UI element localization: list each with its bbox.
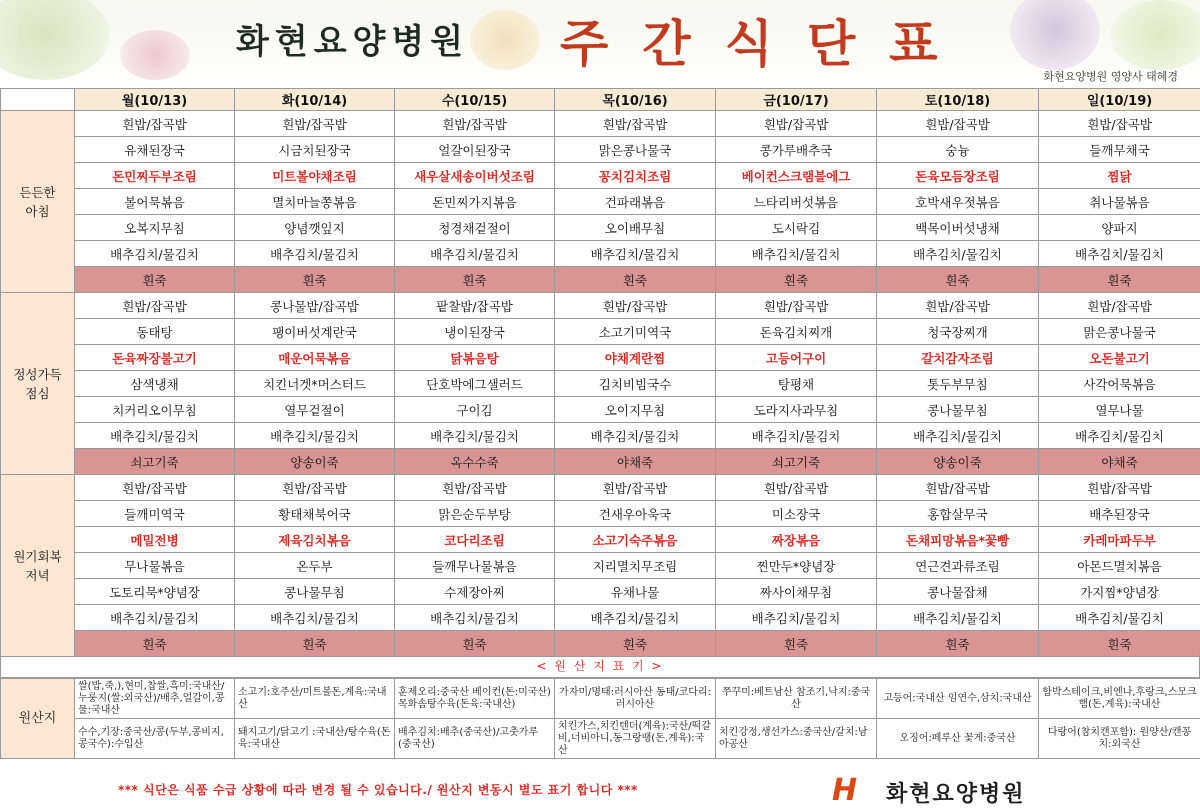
menu-item-cell: 얼갈이된장국	[395, 137, 555, 163]
menu-item-cell: 흰밥/잡곡밥	[395, 475, 555, 501]
menu-item-cell: 오이지무침	[555, 397, 716, 423]
menu-item-cell: 흰밥/잡곡밥	[75, 293, 235, 319]
menu-item-cell: 흰밥/잡곡밥	[235, 475, 395, 501]
menu-item-cell: 배추김치/물김치	[555, 423, 716, 449]
meal-label: 든든한 아침	[1, 111, 75, 293]
main-dish-cell: 오돈불고기	[1039, 345, 1200, 371]
menu-item-cell: 짜사이채무침	[716, 579, 877, 605]
menu-item-cell: 김치비빔국수	[555, 371, 716, 397]
menu-item-cell: 배추김치/물김치	[555, 605, 716, 631]
footer	[0, 759, 1200, 809]
day-header: 수(10/15)	[395, 89, 555, 111]
origin-notice-title: < 원 산 지 표 기 >	[0, 655, 1200, 678]
menu-item-cell: 느타리버섯볶음	[716, 189, 877, 215]
porridge-cell: 쇠고기죽	[716, 449, 877, 475]
porridge-row	[1, 449, 1200, 475]
menu-item-cell: 배추김치/물김치	[235, 605, 395, 631]
origin-cell: 배추김치:배추(중국산)/고춧가루(중국산)	[395, 719, 555, 759]
menu-item-cell: 온두부	[235, 553, 395, 579]
menu-item-cell: 지리멸치무조림	[555, 553, 716, 579]
menu-row	[1, 319, 1200, 345]
menu-item-cell: 치킨너겟*머스터드	[235, 371, 395, 397]
porridge-cell: 흰죽	[1039, 631, 1200, 657]
origin-cell: 치킨가스,치킨텐더(계육):국산/떡갈비,너비아니,동그랑땡(돈,계육):국산	[555, 719, 716, 759]
porridge-cell: 흰죽	[395, 267, 555, 293]
menu-item-cell: 건파래볶음	[555, 189, 716, 215]
porridge-cell: 흰죽	[75, 631, 235, 657]
menu-item-cell: 유채나물	[555, 579, 716, 605]
menu-item-cell: 삼색냉채	[75, 371, 235, 397]
main-dish-cell: 소고기숙주볶음	[555, 527, 716, 553]
main-dish-cell: 미트볼야채조림	[235, 163, 395, 189]
menu-item-cell: 무나물볶음	[75, 553, 235, 579]
menu-item-cell: 취나물볶음	[1039, 189, 1200, 215]
menu-item-cell: 돈민찌가지볶음	[395, 189, 555, 215]
menu-item-cell: 배추김치/물김치	[395, 423, 555, 449]
menu-item-cell: 흰밥/잡곡밥	[716, 111, 877, 137]
vegetable-decoration-icon	[0, 0, 110, 80]
porridge-cell: 흰죽	[1039, 267, 1200, 293]
porridge-cell: 쇠고기죽	[75, 449, 235, 475]
menu-item-cell: 들깨미역국	[75, 501, 235, 527]
main-dish-cell: 코다리조림	[395, 527, 555, 553]
menu-item-cell: 콩나물잡채	[877, 579, 1039, 605]
menu-row	[1, 397, 1200, 423]
menu-item-cell: 배추김치/물김치	[235, 423, 395, 449]
menu-item-cell: 아몬드멸치볶음	[1039, 553, 1200, 579]
menu-item-cell: 청경채겉절이	[395, 215, 555, 241]
main-dish-cell: 짜장볶음	[716, 527, 877, 553]
meal-label: 정성가득 점심	[1, 293, 75, 475]
porridge-row	[1, 631, 1200, 657]
porridge-cell: 흰죽	[877, 631, 1039, 657]
menu-item-cell: 맑은콩나물국	[555, 137, 716, 163]
menu-item-cell: 배추김치/물김치	[555, 241, 716, 267]
menu-item-cell: 흰밥/잡곡밥	[75, 111, 235, 137]
menu-item-cell: 흰밥/잡곡밥	[235, 111, 395, 137]
hospital-logo-icon: H	[832, 773, 858, 808]
menu-row	[1, 579, 1200, 605]
menu-item-cell: 흰밥/잡곡밥	[877, 111, 1039, 137]
menu-item-cell: 배추김치/물김치	[75, 605, 235, 631]
menu-item-cell: 배추된장국	[1039, 501, 1200, 527]
menu-item-cell: 콩가루배추국	[716, 137, 877, 163]
porridge-cell: 흰죽	[395, 631, 555, 657]
porridge-cell: 흰죽	[716, 631, 877, 657]
menu-row	[1, 371, 1200, 397]
porridge-cell: 옥수수죽	[395, 449, 555, 475]
menu-row	[1, 163, 1200, 189]
page-title: 주간식단표	[560, 15, 972, 73]
menu-item-cell: 흰밥/잡곡밥	[555, 111, 716, 137]
main-dish-cell: 고등어구이	[716, 345, 877, 371]
menu-item-cell: 청국장찌개	[877, 319, 1039, 345]
origin-cell: 치킨강정,생선가스:중국산/갈치:남아공산	[716, 719, 877, 759]
menu-row	[1, 345, 1200, 371]
menu-item-cell: 들깨무나물볶음	[395, 553, 555, 579]
menu-item-cell: 단호박에그샐러드	[395, 371, 555, 397]
menu-item-cell: 배추김치/물김치	[235, 241, 395, 267]
main-dish-cell: 찜닭	[1039, 163, 1200, 189]
menu-item-cell: 배추김치/물김치	[1039, 241, 1200, 267]
menu-row	[1, 553, 1200, 579]
menu-item-cell: 배추김치/물김치	[75, 241, 235, 267]
menu-item-cell: 양념깻잎지	[235, 215, 395, 241]
menu-item-cell: 흰밥/잡곡밥	[716, 293, 877, 319]
main-dish-cell: 돈채피망볶음*꽃빵	[877, 527, 1039, 553]
corner-cell	[1, 89, 75, 111]
origin-cell: 소고기:호주산/미트볼돈,계육:국내산	[235, 679, 395, 719]
main-dish-cell: 야채계란찜	[555, 345, 716, 371]
menu-item-cell: 배추김치/물김치	[877, 241, 1039, 267]
author-credit: 화현요양병원 영양사 태혜경	[1043, 70, 1178, 83]
menu-item-cell: 흰밥/잡곡밥	[1039, 111, 1200, 137]
origin-cell: 돼지고기/닭고기 :국내산/탕수육(돈육:국내산	[235, 719, 395, 759]
menu-item-cell: 도라지사과무침	[716, 397, 877, 423]
menu-item-cell: 흰밥/잡곡밥	[395, 111, 555, 137]
day-header: 일(10/19)	[1039, 89, 1200, 111]
menu-row	[1, 475, 1200, 501]
menu-row	[1, 241, 1200, 267]
menu-item-cell: 콩나물무침	[877, 397, 1039, 423]
day-header: 금(10/17)	[716, 89, 877, 111]
origin-cell: 가자미/명태:러시아산 동태/코다리:러시아산	[555, 679, 716, 719]
porridge-cell: 흰죽	[555, 631, 716, 657]
origin-row	[1, 719, 1200, 759]
vegetable-decoration-icon	[1110, 0, 1200, 70]
porridge-cell: 흰죽	[75, 267, 235, 293]
main-dish-cell: 돈육짜장불고기	[75, 345, 235, 371]
main-dish-cell: 돈민찌두부조림	[75, 163, 235, 189]
origin-label: 원산지	[1, 679, 75, 759]
day-header: 화(10/14)	[235, 89, 395, 111]
day-header: 월(10/13)	[75, 89, 235, 111]
menu-item-cell: 배추김치/물김치	[716, 241, 877, 267]
day-header: 토(10/18)	[877, 89, 1039, 111]
menu-item-cell: 양파지	[1039, 215, 1200, 241]
porridge-row	[1, 267, 1200, 293]
menu-row	[1, 111, 1200, 137]
menu-item-cell: 오복지무침	[75, 215, 235, 241]
vegetable-decoration-icon	[470, 10, 540, 70]
menu-item-cell: 흰밥/잡곡밥	[555, 475, 716, 501]
menu-row	[1, 137, 1200, 163]
header-banner	[0, 0, 1200, 86]
menu-item-cell: 냉이된장국	[395, 319, 555, 345]
menu-item-cell: 팽이버섯계란국	[235, 319, 395, 345]
footnote-text: *** 식단은 식품 수급 상황에 따라 변경 될 수 있습니다./ 원산지 변동시 별도 표기 합니다 ***	[118, 783, 638, 797]
menu-item-cell: 동태탕	[75, 319, 235, 345]
menu-item-cell: 백목이버섯냉채	[877, 215, 1039, 241]
menu-row	[1, 189, 1200, 215]
menu-item-cell: 도시락김	[716, 215, 877, 241]
porridge-cell: 흰죽	[235, 631, 395, 657]
origin-cell: 쭈꾸미:베트남산 참조기,낙지:중국산	[716, 679, 877, 719]
menu-item-cell: 맑은순두부탕	[395, 501, 555, 527]
menu-item-cell: 멸치마늘쫑볶음	[235, 189, 395, 215]
porridge-cell: 양송이죽	[235, 449, 395, 475]
menu-item-cell: 흰밥/잡곡밥	[716, 475, 877, 501]
day-header: 목(10/16)	[555, 89, 716, 111]
menu-item-cell: 배추김치/물김치	[395, 605, 555, 631]
origin-cell: 오징어:페루산 꽃게:중국산	[877, 719, 1039, 759]
menu-item-cell: 배추김치/물김치	[395, 241, 555, 267]
menu-item-cell: 흰밥/잡곡밥	[1039, 293, 1200, 319]
menu-item-cell: 톳두부무침	[877, 371, 1039, 397]
porridge-cell: 양송이죽	[877, 449, 1039, 475]
porridge-cell: 흰죽	[555, 267, 716, 293]
menu-item-cell: 맑은콩나물국	[1039, 319, 1200, 345]
menu-item-cell: 가지찜*양념장	[1039, 579, 1200, 605]
menu-item-cell: 콩나물무침	[235, 579, 395, 605]
menu-item-cell: 소고기미역국	[555, 319, 716, 345]
main-dish-cell: 메밀전병	[75, 527, 235, 553]
menu-row	[1, 293, 1200, 319]
origin-cell: 고등어:국내산 임연수,삼치:국내산	[877, 679, 1039, 719]
menu-item-cell: 오이배무침	[555, 215, 716, 241]
main-dish-cell: 꽁치김치조림	[555, 163, 716, 189]
menu-item-cell: 유채된장국	[75, 137, 235, 163]
main-dish-cell: 카레마파두부	[1039, 527, 1200, 553]
menu-item-cell: 찐만두*양념장	[716, 553, 877, 579]
main-dish-cell: 돈육모듬장조림	[877, 163, 1039, 189]
porridge-cell: 야채죽	[1039, 449, 1200, 475]
origin-cell: 다랑어(참치캔포함): 원양산/캔꽁치:외국산	[1039, 719, 1200, 759]
menu-item-cell: 배추김치/물김치	[75, 423, 235, 449]
origin-cell: 함박스테이크,비엔나,후랑크,스모크햄(돈,계육):국내산	[1039, 679, 1200, 719]
menu-item-cell: 구이김	[395, 397, 555, 423]
porridge-cell: 야채죽	[555, 449, 716, 475]
menu-item-cell: 치커리오이무침	[75, 397, 235, 423]
menu-row	[1, 501, 1200, 527]
menu-item-cell: 흰밥/잡곡밥	[555, 293, 716, 319]
day-header-row	[1, 89, 1200, 111]
origin-cell: 훈제오리:중국산 베이컨(돈:미국산) 목화솜탕수육(돈육:국내산)	[395, 679, 555, 719]
menu-item-cell: 배추김치/물김치	[877, 423, 1039, 449]
origin-cell: 쌀(밥,죽,),현미,찹쌀,흑미:국내산/누룽지(쌀:외국산)/배추,얼갈이,콩물:국내산	[75, 679, 235, 719]
main-dish-cell: 매운어묵볶음	[235, 345, 395, 371]
main-dish-cell: 닭볶음탕	[395, 345, 555, 371]
menu-item-cell: 열무나물	[1039, 397, 1200, 423]
vegetable-decoration-icon	[1010, 0, 1100, 70]
origin-table	[0, 678, 1200, 759]
menu-item-cell: 배추김치/물김치	[716, 423, 877, 449]
main-dish-cell: 베이컨스크램블에그	[716, 163, 877, 189]
menu-row	[1, 605, 1200, 631]
menu-row	[1, 527, 1200, 553]
menu-row	[1, 423, 1200, 449]
menu-item-cell: 흰밥/잡곡밥	[877, 475, 1039, 501]
origin-cell: 수수,기장:중국산/콩(두부,콩비지,콩국수):수입산	[75, 719, 235, 759]
menu-item-cell: 탕평채	[716, 371, 877, 397]
menu-item-cell: 시금치된장국	[235, 137, 395, 163]
hospital-title: 화현요양병원	[236, 22, 470, 62]
menu-item-cell: 팥찰밥/잡곡밥	[395, 293, 555, 319]
main-dish-cell: 갈치감자조림	[877, 345, 1039, 371]
origin-row	[1, 679, 1200, 719]
menu-item-cell: 도토리묵*양념장	[75, 579, 235, 605]
menu-item-cell: 배추김치/물김치	[716, 605, 877, 631]
menu-row	[1, 215, 1200, 241]
menu-item-cell: 돈육김치찌개	[716, 319, 877, 345]
menu-item-cell: 흰밥/잡곡밥	[1039, 475, 1200, 501]
menu-item-cell: 수제장아찌	[395, 579, 555, 605]
menu-item-cell: 황태채북어국	[235, 501, 395, 527]
main-dish-cell: 제육김치볶음	[235, 527, 395, 553]
meal-label: 원기회복 저녁	[1, 475, 75, 657]
porridge-cell: 흰죽	[877, 267, 1039, 293]
menu-item-cell: 흰밥/잡곡밥	[877, 293, 1039, 319]
menu-item-cell: 흰밥/잡곡밥	[75, 475, 235, 501]
menu-item-cell: 미소장국	[716, 501, 877, 527]
menu-item-cell: 열무겉절이	[235, 397, 395, 423]
menu-item-cell: 건새우아욱국	[555, 501, 716, 527]
hospital-logo-text: 화현요양병원	[886, 782, 1026, 807]
vegetable-decoration-icon	[120, 30, 190, 80]
menu-item-cell: 숭늉	[877, 137, 1039, 163]
menu-item-cell: 볼어묵볶음	[75, 189, 235, 215]
menu-item-cell: 배추김치/물김치	[1039, 605, 1200, 631]
menu-item-cell: 배추김치/물김치	[877, 605, 1039, 631]
menu-item-cell: 콩나물밥/잡곡밥	[235, 293, 395, 319]
menu-item-cell: 연근견과류조림	[877, 553, 1039, 579]
menu-item-cell: 호박새우젓볶음	[877, 189, 1039, 215]
menu-item-cell: 배추김치/물김치	[1039, 423, 1200, 449]
menu-item-cell: 홍합살무국	[877, 501, 1039, 527]
menu-item-cell: 사각어묵볶음	[1039, 371, 1200, 397]
main-dish-cell: 새우살새송이버섯조림	[395, 163, 555, 189]
menu-item-cell: 들깨무채국	[1039, 137, 1200, 163]
porridge-cell: 흰죽	[235, 267, 395, 293]
porridge-cell: 흰죽	[716, 267, 877, 293]
weekly-menu-table	[0, 88, 1200, 657]
